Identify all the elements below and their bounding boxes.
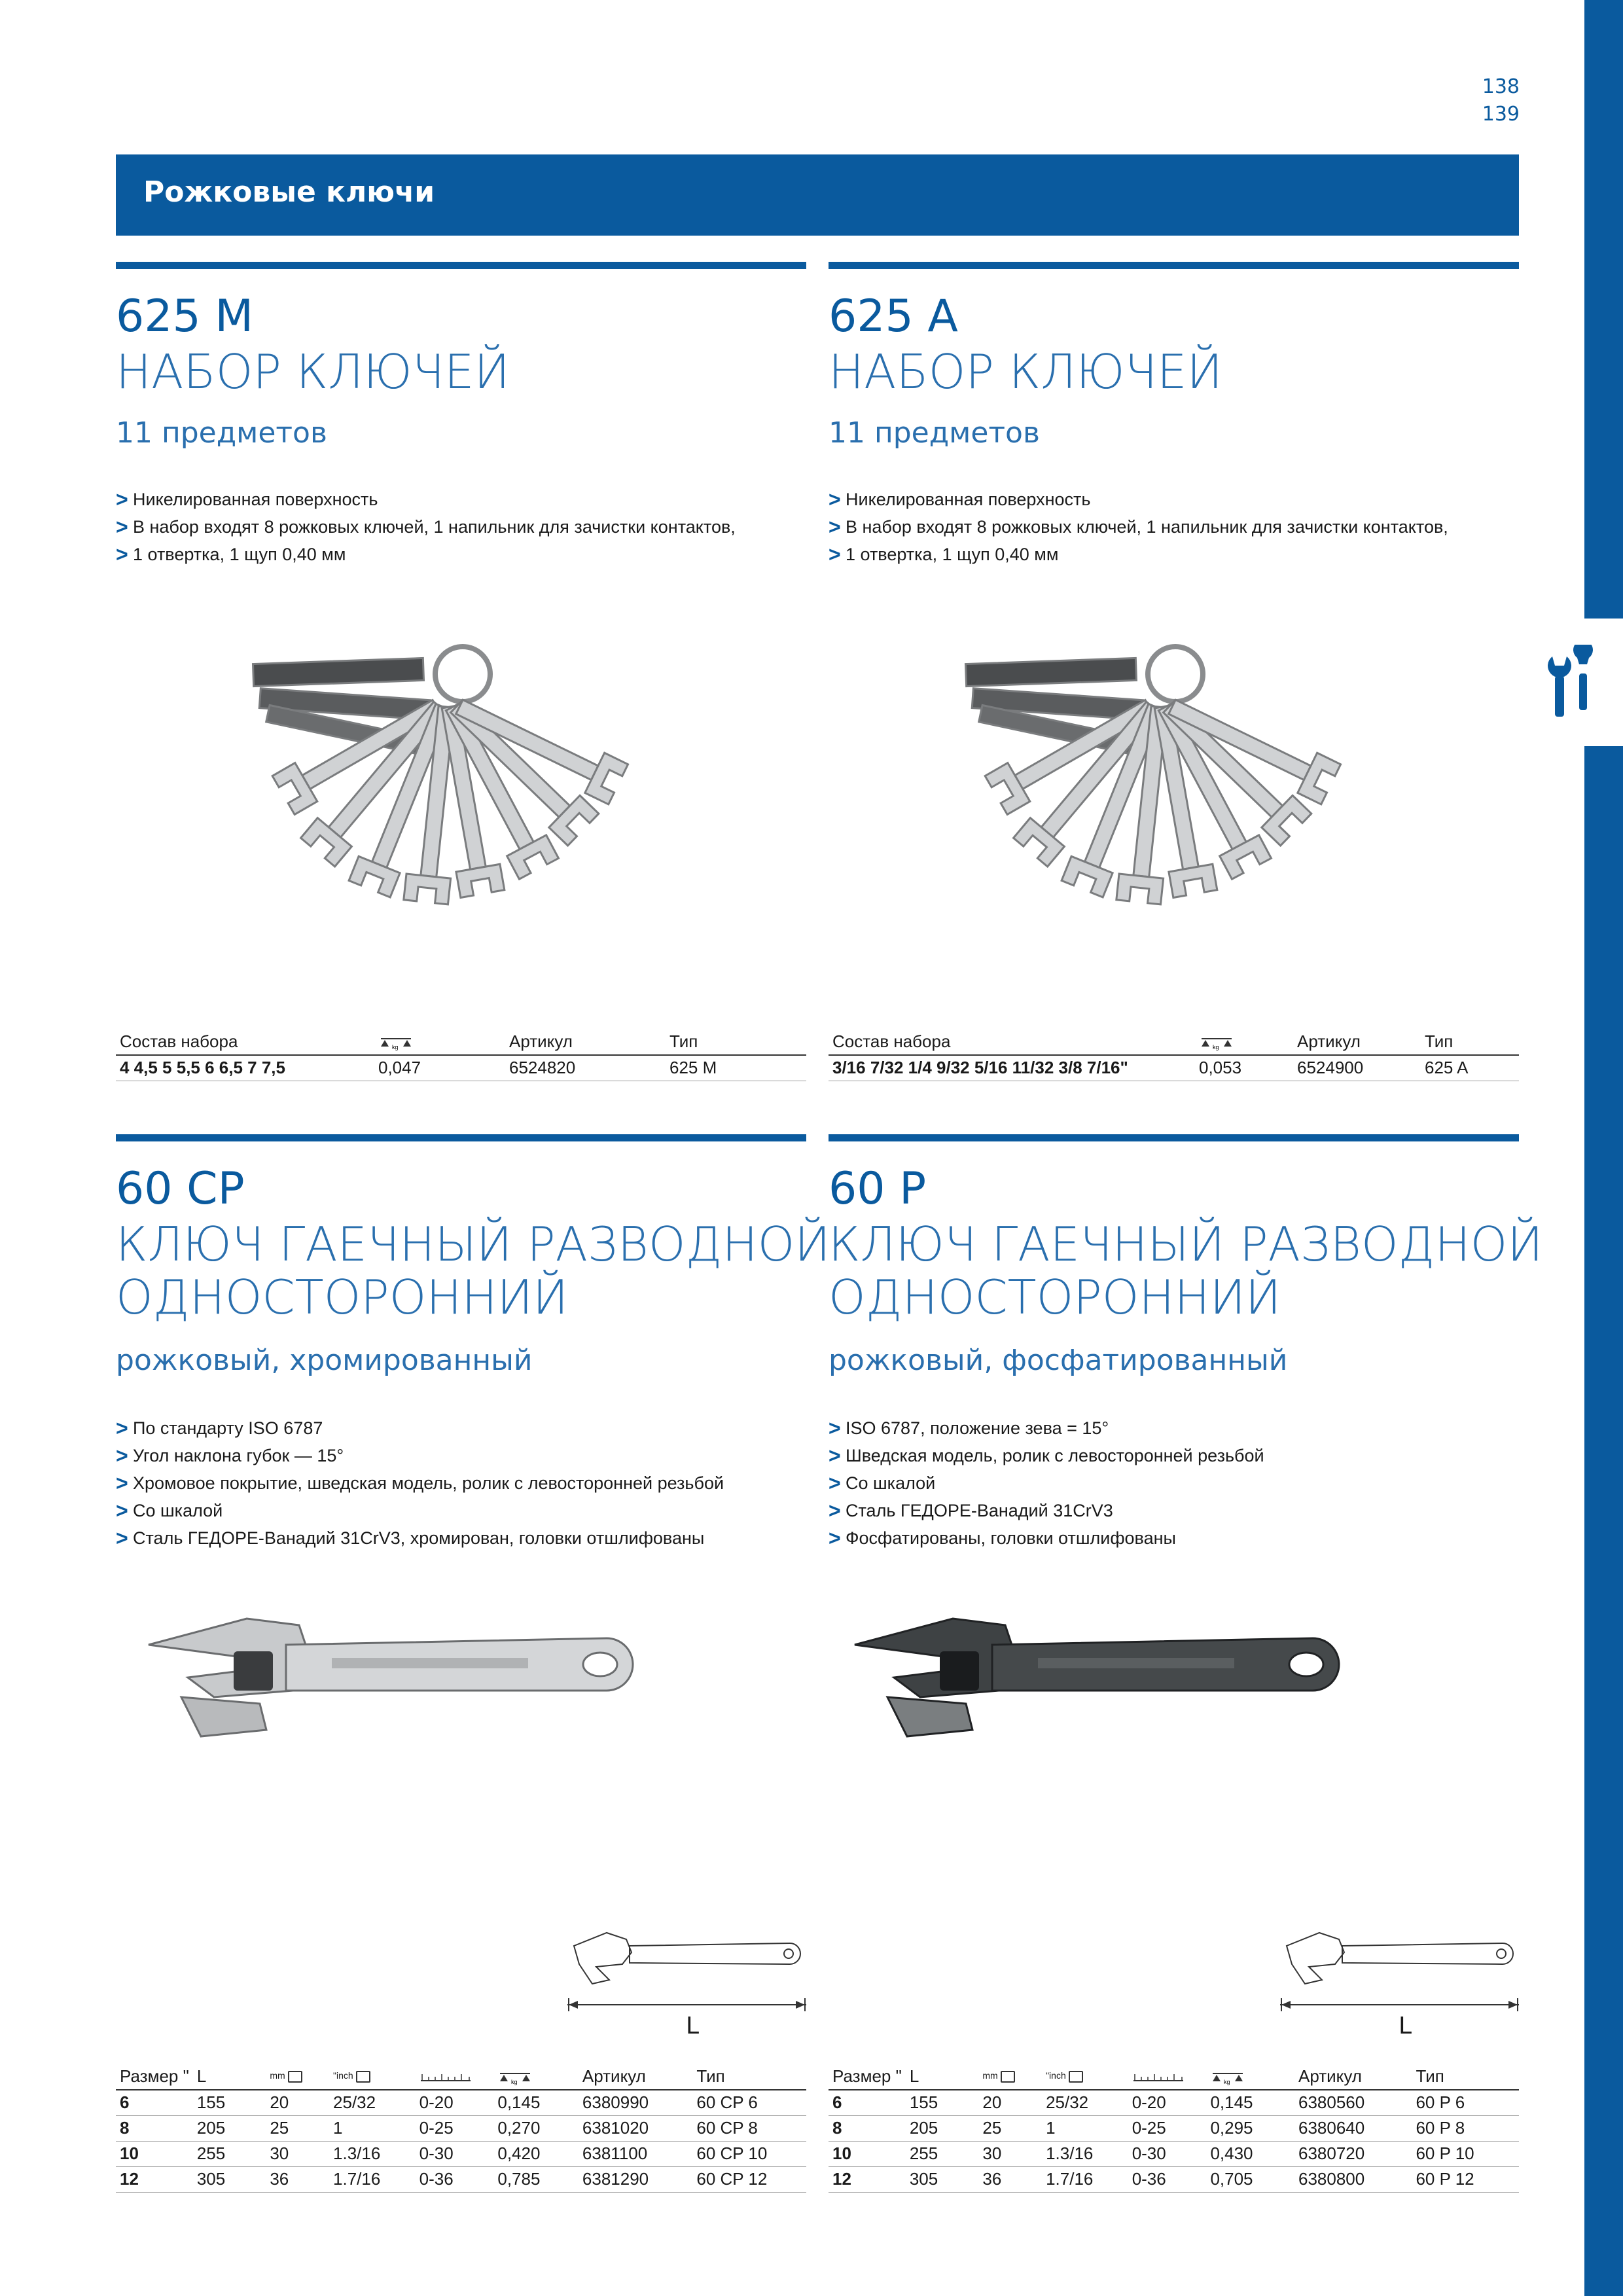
svg-text:kg: kg [1213, 1044, 1219, 1051]
feature-item: > Сталь ГЕДОРЕ-Ванадий 31CrV3 [829, 1497, 1264, 1524]
side-tab-bar-bottom [1584, 746, 1623, 2296]
svg-text:kg: kg [1224, 2079, 1230, 2086]
feature-item-continuation [116, 541, 736, 568]
table-cell: 6380640 [1294, 2115, 1412, 2141]
table-cell: 305 [193, 2166, 266, 2192]
table-cell: 6380800 [1294, 2166, 1412, 2192]
spec-table [116, 2064, 806, 2193]
dimension-label-L: L [1395, 2013, 1416, 2039]
table-cell: 60 CP 10 [692, 2141, 806, 2166]
feature-item-continuation [829, 541, 1448, 568]
table-cell: 305 [906, 2166, 979, 2192]
adjustable-wrench-chrome-image [135, 1599, 659, 1756]
spec-table [829, 1029, 1519, 1081]
product-title-line-1: КЛЮЧ ГАЕЧНЫЙ РАЗВОДНОЙ [116, 1217, 830, 1272]
table-cell: 3/16 7/32 1/4 9/32 5/16 11/32 3/8 7/16" [829, 1055, 1195, 1081]
table-cell: 60 CP 8 [692, 2115, 806, 2141]
weight-kg-icon [1195, 1029, 1293, 1055]
table-row [829, 2141, 1519, 2166]
table-cell: 0-36 [1128, 2166, 1207, 2192]
table-cell: 1.3/16 [329, 2141, 416, 2166]
table-cell: 155 [193, 2090, 266, 2115]
product-subtitle: рожковый, фосфатированный [829, 1344, 1288, 1377]
block-top-rule [116, 262, 806, 269]
table-header-row [829, 1029, 1519, 1055]
table-row [829, 1055, 1519, 1081]
table-row [116, 2166, 806, 2192]
col-header-mm [978, 2064, 1042, 2090]
table-cell: 60 CP 6 [692, 2090, 806, 2115]
section-title: Рожковые ключи [143, 175, 435, 209]
svg-text:kg: kg [511, 2079, 518, 2086]
table-row [829, 2166, 1519, 2192]
col-header: Тип [1412, 2064, 1519, 2090]
spec-table [829, 2064, 1519, 2193]
col-header-inch [329, 2064, 416, 2090]
col-header-length: L [906, 2064, 979, 2090]
product-code: 60 CP [116, 1163, 245, 1215]
page-number-right: 139 [1482, 103, 1520, 126]
table-cell: 6380720 [1294, 2141, 1412, 2166]
feature-continuation-text: 1 отвертка, 1 щуп 0,40 мм [133, 545, 346, 564]
table-cell: 0,430 [1206, 2141, 1294, 2166]
table-row [116, 2115, 806, 2141]
jaw-opening-icon [1001, 2071, 1015, 2083]
table-cell: 12 [829, 2166, 906, 2192]
table-row [829, 2090, 1519, 2115]
col-header-size: Размер " [116, 2064, 193, 2090]
product-60p [829, 1134, 1543, 2221]
block-top-rule [829, 1134, 1519, 1141]
weight-kg-icon [1206, 2064, 1294, 2090]
jaw-opening-icon [288, 2071, 302, 2083]
col-header: Тип [692, 2064, 806, 2090]
feature-item: > Фосфатированы, головки отшлифованы [829, 1524, 1264, 1552]
feature-list [829, 1414, 1264, 1552]
mm-label: mm [982, 2070, 998, 2081]
table-cell: 60 CP 12 [692, 2166, 806, 2192]
table-cell: 20 [978, 2090, 1042, 2115]
col-header: Артикул [579, 2064, 692, 2090]
product-625a [829, 262, 1519, 1086]
product-title-line-2: ОДНОСТОРОННИЙ [829, 1270, 1281, 1325]
table-cell: 0,420 [493, 2141, 579, 2166]
block-top-rule [829, 262, 1519, 269]
col-header: Состав набора [829, 1029, 1195, 1055]
table-header-row [116, 2064, 806, 2090]
table-cell: 0-25 [1128, 2115, 1207, 2141]
table-cell: 155 [906, 2090, 979, 2115]
table-cell: 0,705 [1206, 2166, 1294, 2192]
block-top-rule [116, 1134, 806, 1141]
table-cell: 0,047 [374, 1055, 505, 1081]
table-cell: 10 [116, 2141, 193, 2166]
col-header-length: L [193, 2064, 266, 2090]
table-cell: 1.3/16 [1042, 2141, 1128, 2166]
table-cell: 60 P 10 [1412, 2141, 1519, 2166]
table-cell: 0-20 [1128, 2090, 1207, 2115]
table-cell: 6524900 [1293, 1055, 1421, 1081]
table-cell: 6380990 [579, 2090, 692, 2115]
table-cell: 0,295 [1206, 2115, 1294, 2141]
table-cell: 255 [193, 2141, 266, 2166]
feature-item: > Никелированная поверхность [116, 486, 736, 513]
feature-item: > ISO 6787, положение зева = 15° [829, 1414, 1264, 1442]
jaw-opening-icon [356, 2071, 370, 2083]
table-cell: 25/32 [1042, 2090, 1128, 2115]
table-header-row [829, 2064, 1519, 2090]
col-header: Артикул [1294, 2064, 1412, 2090]
scale-ruler-icon [1128, 2064, 1207, 2090]
inch-label: "inch [333, 2070, 353, 2081]
adjustable-wrench-phosphated-image [842, 1599, 1365, 1756]
col-header: Тип [666, 1029, 806, 1055]
table-cell: 25 [266, 2115, 329, 2141]
scale-ruler-icon [416, 2064, 494, 2090]
table-cell: 8 [116, 2115, 193, 2141]
product-title: НАБОР КЛЮЧЕЙ [116, 344, 510, 399]
col-header: Тип [1421, 1029, 1519, 1055]
table-header-row [116, 1029, 806, 1055]
product-code: 625 M [116, 291, 254, 342]
product-code: 625 A [829, 291, 958, 342]
table-cell: 0-30 [416, 2141, 494, 2166]
table-cell: 60 P 6 [1412, 2090, 1519, 2115]
table-cell: 6 [116, 2090, 193, 2115]
table-cell: 6381100 [579, 2141, 692, 2166]
table-cell: 10 [829, 2141, 906, 2166]
jaw-opening-icon [1069, 2071, 1083, 2083]
product-title-line-1: КЛЮЧ ГАЕЧНЫЙ РАЗВОДНОЙ [829, 1217, 1543, 1272]
col-header-mm [266, 2064, 329, 2090]
product-subtitle: 11 предметов [829, 416, 1040, 450]
table-cell: 30 [266, 2141, 329, 2166]
table-cell: 36 [978, 2166, 1042, 2192]
dimension-label-L: L [682, 2013, 703, 2039]
table-cell: 255 [906, 2141, 979, 2166]
table-cell: 25/32 [329, 2090, 416, 2115]
feature-list [829, 486, 1448, 568]
table-cell: 20 [266, 2090, 329, 2115]
table-cell: 1 [1042, 2115, 1128, 2141]
table-cell: 0,145 [493, 2090, 579, 2115]
col-header: Состав набора [116, 1029, 374, 1055]
mm-label: mm [270, 2070, 285, 2081]
table-cell: 0,053 [1195, 1055, 1293, 1081]
table-cell: 6381290 [579, 2166, 692, 2192]
feature-list [116, 1414, 724, 1552]
product-title-line-2: ОДНОСТОРОННИЙ [116, 1270, 569, 1325]
product-subtitle: 11 предметов [116, 416, 327, 450]
wrench-set-image [953, 635, 1359, 942]
feature-item: > Шведская модель, ролик с левосторонней резьбой [829, 1442, 1264, 1469]
feature-item: > По стандарту ISO 6787 [116, 1414, 724, 1442]
table-cell: 1.7/16 [1042, 2166, 1128, 2192]
col-header: Артикул [505, 1029, 666, 1055]
table-cell: 6381020 [579, 2115, 692, 2141]
product-625m [116, 262, 806, 1086]
side-tab-bar-top [1584, 0, 1623, 619]
feature-item: > Со шкалой [116, 1497, 724, 1524]
table-cell: 6 [829, 2090, 906, 2115]
table-cell: 36 [266, 2166, 329, 2192]
feature-item: > В набор входят 8 рожковых ключей, 1 напильник для зачистки контактов, [829, 513, 1448, 541]
table-cell: 0-25 [416, 2115, 494, 2141]
feature-continuation-text: 1 отвертка, 1 щуп 0,40 мм [846, 545, 1059, 564]
table-cell: 1 [329, 2115, 416, 2141]
table-row [116, 2141, 806, 2166]
table-row [116, 1055, 806, 1081]
table-cell: 30 [978, 2141, 1042, 2166]
table-cell: 0,785 [493, 2166, 579, 2192]
feature-item: > Сталь ГЕДОРЕ-Ванадий 31CrV3, хромирован, головки отшлифованы [116, 1524, 724, 1552]
table-cell: 625 A [1421, 1055, 1519, 1081]
table-cell: 4 4,5 5 5,5 6 6,5 7 7,5 [116, 1055, 374, 1081]
table-cell: 0,270 [493, 2115, 579, 2141]
table-cell: 0-20 [416, 2090, 494, 2115]
feature-list [116, 486, 736, 568]
table-cell: 6380560 [1294, 2090, 1412, 2115]
product-title: НАБОР КЛЮЧЕЙ [829, 344, 1222, 399]
weight-kg-icon [374, 1029, 505, 1055]
table-cell: 625 M [666, 1055, 806, 1081]
product-code: 60 P [829, 1163, 927, 1215]
spec-table [116, 1029, 806, 1081]
table-cell: 0,145 [1206, 2090, 1294, 2115]
feature-item: > Угол наклона губок — 15° [116, 1442, 724, 1469]
wrench-set-image [240, 635, 646, 942]
table-cell: 12 [116, 2166, 193, 2192]
table-cell: 60 P 12 [1412, 2166, 1519, 2192]
weight-kg-icon [493, 2064, 579, 2090]
table-cell: 205 [193, 2115, 266, 2141]
wrench-tab-icon [1539, 645, 1598, 723]
table-cell: 6524820 [505, 1055, 666, 1081]
col-header-inch [1042, 2064, 1128, 2090]
col-header: Артикул [1293, 1029, 1421, 1055]
table-cell: 1.7/16 [329, 2166, 416, 2192]
col-header-size: Размер " [829, 2064, 906, 2090]
feature-item: > Никелированная поверхность [829, 486, 1448, 513]
product-subtitle: рожковый, хромированный [116, 1344, 533, 1377]
table-cell: 25 [978, 2115, 1042, 2141]
table-row [829, 2115, 1519, 2141]
page-number-left: 138 [1482, 75, 1520, 98]
product-60cp [116, 1134, 830, 2221]
table-cell: 205 [906, 2115, 979, 2141]
table-cell: 0-36 [416, 2166, 494, 2192]
feature-item: > Со шкалой [829, 1469, 1264, 1497]
table-cell: 8 [829, 2115, 906, 2141]
feature-item: > Хромовое покрытие, шведская модель, ролик с левосторонней резьбой [116, 1469, 724, 1497]
inch-label: "inch [1046, 2070, 1066, 2081]
svg-text:kg: kg [392, 1044, 399, 1051]
feature-item: > В набор входят 8 рожковых ключей, 1 напильник для зачистки контактов, [116, 513, 736, 541]
table-row [116, 2090, 806, 2115]
section-header [116, 154, 1519, 236]
table-cell: 60 P 8 [1412, 2115, 1519, 2141]
table-cell: 0-30 [1128, 2141, 1207, 2166]
